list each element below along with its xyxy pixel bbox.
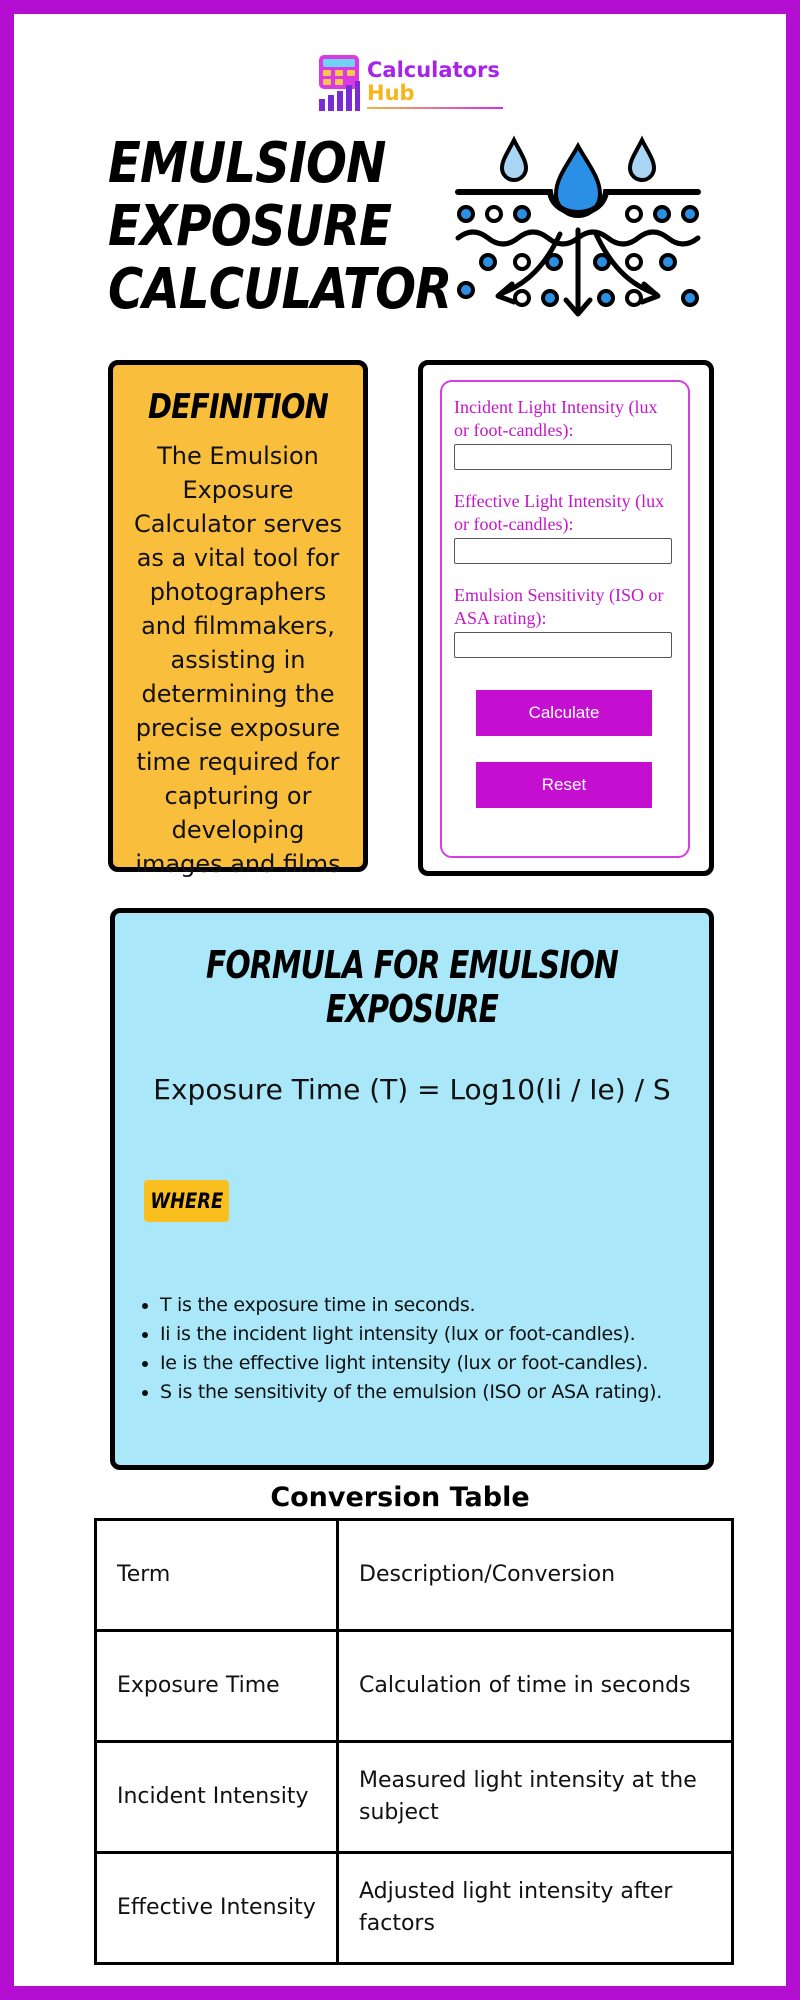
- logo-line2: Hub: [367, 81, 415, 105]
- calculator-card: [418, 360, 714, 876]
- page-frame: [14, 14, 786, 1986]
- calculator-form: [440, 380, 690, 858]
- incident-light-input[interactable]: [454, 444, 672, 470]
- formula-heading: FORMULA FOR EMULSION EXPOSURE: [205, 943, 619, 1031]
- list-item: • Ie is the effective light intensity (lux or foot-candles).: [160, 1349, 720, 1378]
- logo-line1: Calculators: [367, 58, 500, 82]
- conversion-table: [94, 1518, 734, 1965]
- water-drops-absorption-icon: [450, 134, 706, 324]
- formula-card: [110, 908, 714, 1470]
- list-item: • S is the sensitivity of the emulsion (ISO or ASA rating).: [160, 1378, 720, 1407]
- effective-light-input[interactable]: [454, 538, 672, 564]
- table-cell: Calculation of time in seconds: [338, 1631, 733, 1742]
- table-row: [96, 1631, 733, 1742]
- where-badge: [144, 1180, 229, 1222]
- definition-heading: DEFINITION: [148, 387, 328, 427]
- formula-expression: Exposure Time (T) = Log10(Ii / Ie) / S: [153, 1073, 671, 1106]
- conversion-table-title: Conversion Table: [270, 1482, 530, 1513]
- logo-wordmark: [367, 59, 500, 105]
- definition-card: [108, 360, 368, 878]
- table-header-row: [96, 1520, 733, 1631]
- table-cell: Effective Intensity: [96, 1853, 338, 1964]
- incident-light-label: Incident Light Intensity (lux or foot-candles):: [454, 397, 658, 440]
- calculate-button[interactable]: Calculate: [476, 690, 652, 736]
- table-cell: Incident Intensity: [96, 1742, 338, 1853]
- table-row: [96, 1742, 733, 1853]
- list-item: • Ii is the incident light intensity (lux or foot-candles).: [160, 1320, 720, 1349]
- where-label: WHERE: [150, 1189, 223, 1213]
- page-title: [108, 132, 451, 321]
- definition-text: The Emulsion Exposure Calculator serves as a vital tool for photographers and filmmakers, assisting in determining the precise exposure time required for capturing or developing images and films: [133, 442, 343, 878]
- effective-light-label: Effective Light Intensity (lux or foot-candles):: [454, 491, 665, 534]
- title-line3: CALCULATOR: [108, 257, 452, 322]
- table-cell: Description/Conversion: [338, 1520, 733, 1631]
- emulsion-sensitivity-label: Emulsion Sensitivity (ISO or ASA rating):: [454, 585, 664, 628]
- table-cell: Term: [96, 1520, 338, 1631]
- table-cell: Adjusted light intensity after factors: [338, 1853, 733, 1964]
- table-cell: Exposure Time: [96, 1631, 338, 1742]
- table-cell: Measured light intensity at the subject: [338, 1742, 733, 1853]
- title-line2: EXPOSURE: [108, 194, 392, 259]
- table-row: [96, 1853, 733, 1964]
- logo-underline: [367, 107, 503, 109]
- reset-button[interactable]: Reset: [476, 762, 652, 808]
- emulsion-sensitivity-input[interactable]: [454, 632, 672, 658]
- list-item: • T is the exposure time in seconds.: [160, 1291, 720, 1320]
- title-line1: EMULSION: [108, 131, 386, 196]
- calculator-bar-chart-icon: [317, 55, 361, 111]
- calculators-hub-logo[interactable]: [317, 55, 507, 115]
- variable-list: [140, 1291, 720, 1407]
